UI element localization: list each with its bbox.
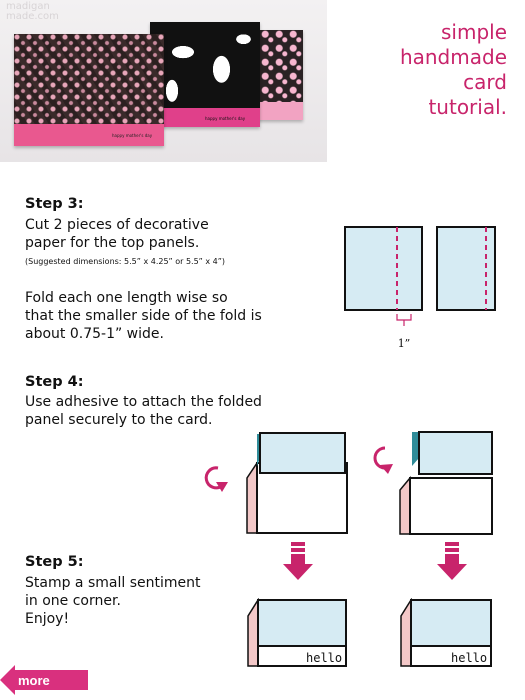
panel-right-attach — [419, 432, 492, 474]
attach-right — [375, 432, 492, 534]
card-middle-caption: happy mother's day — [205, 116, 246, 121]
measure-label: 1” — [397, 337, 411, 350]
measure-bracket — [397, 314, 411, 326]
step3-heading: Step 3: — [25, 196, 84, 212]
panel-fold-right — [412, 432, 419, 466]
attach-left — [206, 433, 347, 533]
title-line1: simple — [440, 20, 507, 44]
card-base-right-side — [400, 478, 410, 534]
step3-note: (Suggested dimensions: 5.5” x 4.25” or 5.5” x 4”) — [25, 257, 225, 266]
watermark-line2: made.com — [6, 11, 59, 22]
title-line4: tutorial. — [428, 95, 507, 119]
more-button[interactable] — [0, 665, 90, 695]
attach-diagram — [200, 428, 500, 540]
step3-text — [25, 216, 209, 252]
card-front-pattern — [14, 34, 164, 124]
step5-line1: Stamp a small sentiment — [25, 575, 201, 591]
finished-cards — [240, 598, 500, 670]
finished-card-right — [401, 600, 491, 666]
step3-fold-line3: about 0.75-1” wide. — [25, 326, 164, 342]
card-base-right — [410, 478, 492, 534]
step4-heading: Step 4: — [25, 374, 84, 390]
card-front — [14, 34, 164, 146]
step5-text — [25, 574, 200, 628]
title-line2: handmade — [399, 45, 507, 69]
watermark-line1: madigan — [6, 1, 50, 12]
step5-heading: Step 5: — [25, 554, 84, 570]
step3-line1: Cut 2 pieces of decorative — [25, 217, 209, 233]
panel-left-attach — [260, 433, 345, 473]
step3-line2: paper for the top panels. — [25, 235, 200, 251]
down-arrows — [280, 540, 480, 584]
fold-diagram — [340, 222, 500, 354]
title-line3: card — [463, 70, 507, 94]
watermark — [6, 2, 59, 22]
step4-line2: panel securely to the card. — [25, 412, 213, 428]
step3-fold-line2: that the smaller side of the fold is — [25, 308, 262, 324]
down-arrow-right — [437, 542, 467, 580]
card-middle — [150, 22, 260, 127]
step3-fold-text — [25, 289, 262, 343]
step4-line1: Use adhesive to attach the folded — [25, 394, 262, 410]
card-front-caption: happy mother's day — [112, 133, 153, 138]
step4-text — [25, 393, 262, 429]
finished-card-left — [248, 600, 346, 666]
step5-line2: in one corner. — [25, 593, 121, 609]
stamp-text-right: hello — [451, 651, 488, 665]
stamp-text-left: hello — [306, 651, 343, 665]
down-arrow-left — [283, 542, 313, 580]
step3-fold-line1: Fold each one length wise so — [25, 290, 228, 306]
panel-left — [345, 227, 422, 310]
page-title — [400, 20, 507, 120]
step5-line3: Enjoy! — [25, 611, 70, 627]
card-middle-pattern — [150, 22, 260, 108]
more-label: more — [18, 673, 50, 688]
card-base-left-side — [247, 463, 257, 533]
cards-photo — [0, 0, 327, 162]
